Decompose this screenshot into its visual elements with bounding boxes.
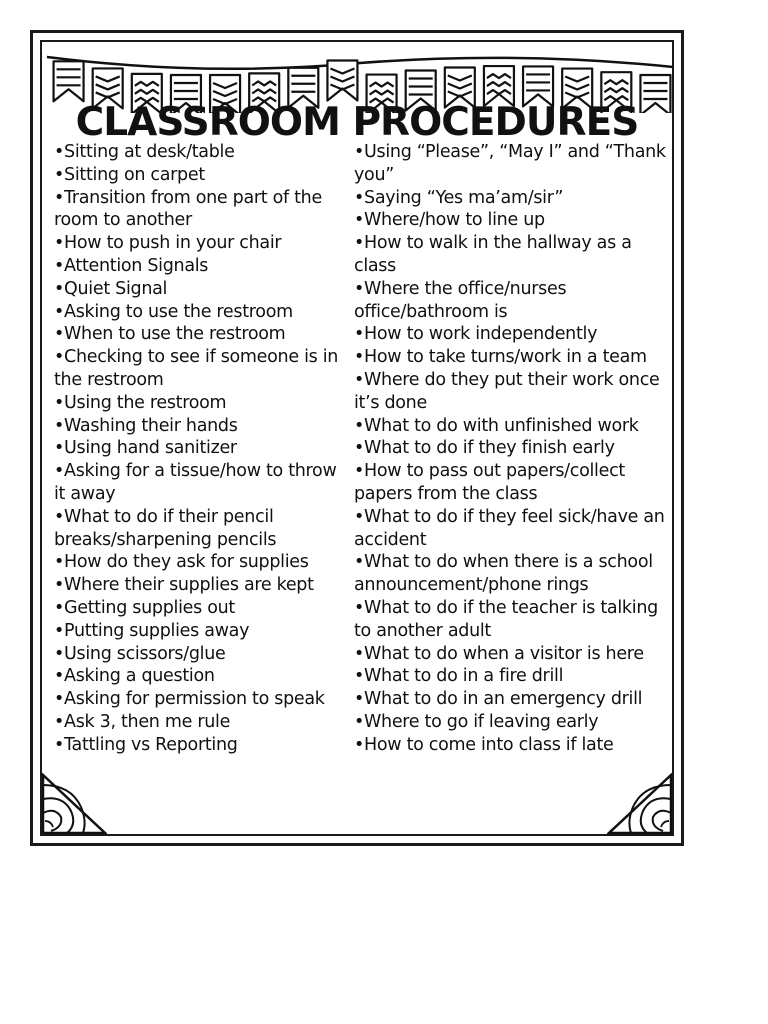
procedures-sheet (30, 30, 684, 846)
procedure-item: •Checking to see if someone is in the restroom (54, 347, 339, 390)
procedure-item: •What to do with unfinished work (354, 415, 639, 436)
procedure-item: •Putting supplies away (54, 620, 250, 641)
procedure-item: •What to do in a fire drill (354, 666, 564, 687)
procedure-item: •Where the office/nurses office/bathroom is (354, 278, 567, 322)
procedure-item: •Washing their hands (54, 415, 238, 436)
procedure-item: •Asking for a tissue/how to throw it away (54, 461, 337, 504)
procedure-item: •What to do if they feel sick/have an accident (354, 506, 665, 550)
corner-ornament-icon (41, 773, 107, 835)
procedure-item: •What to do when a visitor is here (354, 643, 644, 664)
procedure-item: •Where to go if leaving early (354, 711, 599, 732)
procedure-item: •Using “Please”, “May I” and “Thank you” (354, 142, 666, 185)
procedure-item: •Quiet Signal (54, 278, 168, 299)
procedure-item: •How to work independently (354, 324, 598, 345)
procedure-item: •What to do when there is a school announcement/phone rings (354, 552, 653, 596)
corner-ornament-icon (607, 773, 673, 835)
procedure-item: •How to walk in the hallway as a class (354, 233, 632, 276)
procedure-item: •Sitting on carpet (54, 164, 205, 185)
procedure-item: •Transition from one part of the room to another (54, 187, 322, 231)
procedure-item: •Where do they put their work once it’s done (354, 369, 660, 413)
procedure-item: •Getting supplies out (54, 597, 235, 618)
procedures-list-right (354, 141, 666, 757)
procedure-item: •Using scissors/glue (54, 643, 226, 664)
procedure-item: •How to take turns/work in a team (354, 347, 647, 368)
procedure-item: •Saying “Yes ma’am/sir” (354, 187, 564, 208)
procedure-item: •How to push in your chair (54, 233, 282, 254)
procedure-item: •Tattling vs Reporting (54, 734, 238, 755)
procedure-item: •How to pass out papers/collect papers from the class (354, 461, 625, 504)
procedure-item: •Using hand sanitizer (54, 438, 237, 459)
procedure-item: •How to come into class if late (354, 734, 614, 755)
procedure-item: •Asking for permission to speak (54, 689, 325, 710)
procedure-item: •Attention Signals (54, 255, 209, 276)
procedure-item: •How do they ask for supplies (54, 552, 309, 573)
procedure-item: •Using the restroom (54, 392, 227, 413)
procedure-item: •Asking to use the restroom (54, 301, 293, 322)
procedure-item: •Asking a question (54, 666, 215, 687)
procedure-item: •Where their supplies are kept (54, 575, 314, 596)
procedure-item: •Ask 3, then me rule (54, 711, 231, 732)
procedure-item: •What to do if they finish early (354, 438, 615, 459)
procedure-item: •What to do if the teacher is talking to another adult (354, 597, 658, 641)
procedure-item: •Sitting at desk/table (54, 142, 235, 162)
procedures-list-left (54, 141, 350, 757)
page-title: CLASSROOM PROCEDURES (75, 100, 639, 145)
pennant-flag (54, 61, 84, 101)
procedure-item: •Where/how to line up (354, 210, 545, 231)
procedure-item: •When to use the restroom (54, 324, 286, 345)
procedure-item: •What to do if their pencil breaks/sharpening pencils (54, 506, 277, 550)
procedure-item: •What to do in an emergency drill (354, 689, 643, 710)
